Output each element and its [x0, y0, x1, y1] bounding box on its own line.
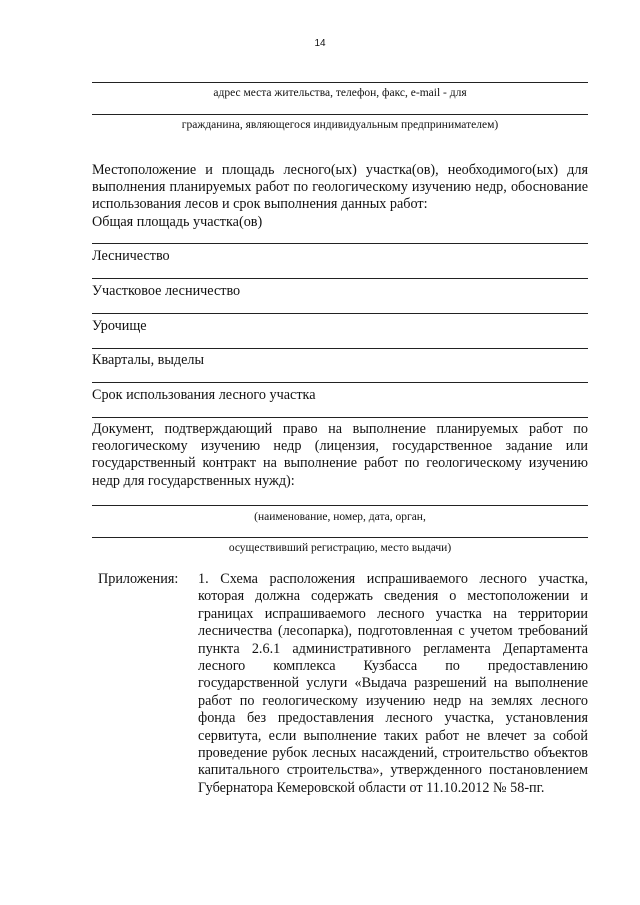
applicant-caption-1: адрес места жительства, телефон, факс, e-mail - для [213, 87, 467, 99]
field-tract-rule [92, 348, 588, 349]
field-forestry-rule [92, 278, 588, 279]
field-district-forestry: Участковое лесничество [92, 283, 241, 299]
document-caption-1: (наименование, номер, дата, орган, [254, 511, 426, 523]
field-district-forestry-rule [92, 313, 588, 314]
page-number: 14 [314, 38, 326, 49]
field-tract: Урочище [92, 318, 147, 334]
location-intro: Местоположение и площадь лесного(ых) участка(ов), необходимого(ых) для выполнения планируемых работ по геологическому изучению недр, обоснование использования лесов и срок выполнения данных работ: [92, 162, 588, 213]
field-forestry: Лесничество [92, 248, 170, 264]
document-caption-2: осуществивший регистрацию, место выдачи) [228, 542, 452, 554]
field-usage-period: Срок использования лесного участка [92, 387, 316, 403]
field-quarters-rule [92, 382, 588, 383]
field-usage-period-rule [92, 417, 588, 418]
applicant-rule-2 [92, 114, 588, 115]
field-total-area: Общая площадь участка(ов) [92, 214, 263, 230]
field-total-area-rule [92, 243, 588, 244]
appendix-item-1: 1. Схема расположения испрашиваемого лесного участка, которая должна содержать сведения о местоположении и границах испрашиваемого лесного участка на территории лесничества (лесопарка), подготовленная с учетом требований пункта 2.6.1 административного регламента Департамента лесного комплекса Кузбасса по предоставлению государственной услуги «Выдача разрешений на выполнение работ по геологическому изучению недр на землях лесного фонда без предоставления лесного участка, установления сервитута, если выполнение таких работ не влечет за собой проведение рубок лесных насаждений, строительство объектов капитального строительства», утвержденного постановлением Губернатора Кемеровской области от 11.10.2012 № 58-пг. [198, 571, 588, 796]
applicant-caption-2: гражданина, являющегося индивидуальным предпринимателем) [181, 119, 499, 131]
document-text: Документ, подтверждающий право на выполнение планируемых работ по геологическому изучению недр (лицензия, государственное задание или государственный контракт на выполнение работ по геологическому изучению недр для государственных нужд): [92, 421, 588, 489]
document-rule-2 [92, 537, 588, 538]
document-rule-1 [92, 505, 588, 506]
appendix-label: Приложения: [98, 571, 179, 587]
applicant-rule-1 [92, 82, 588, 83]
field-quarters: Кварталы, выделы [92, 352, 205, 368]
